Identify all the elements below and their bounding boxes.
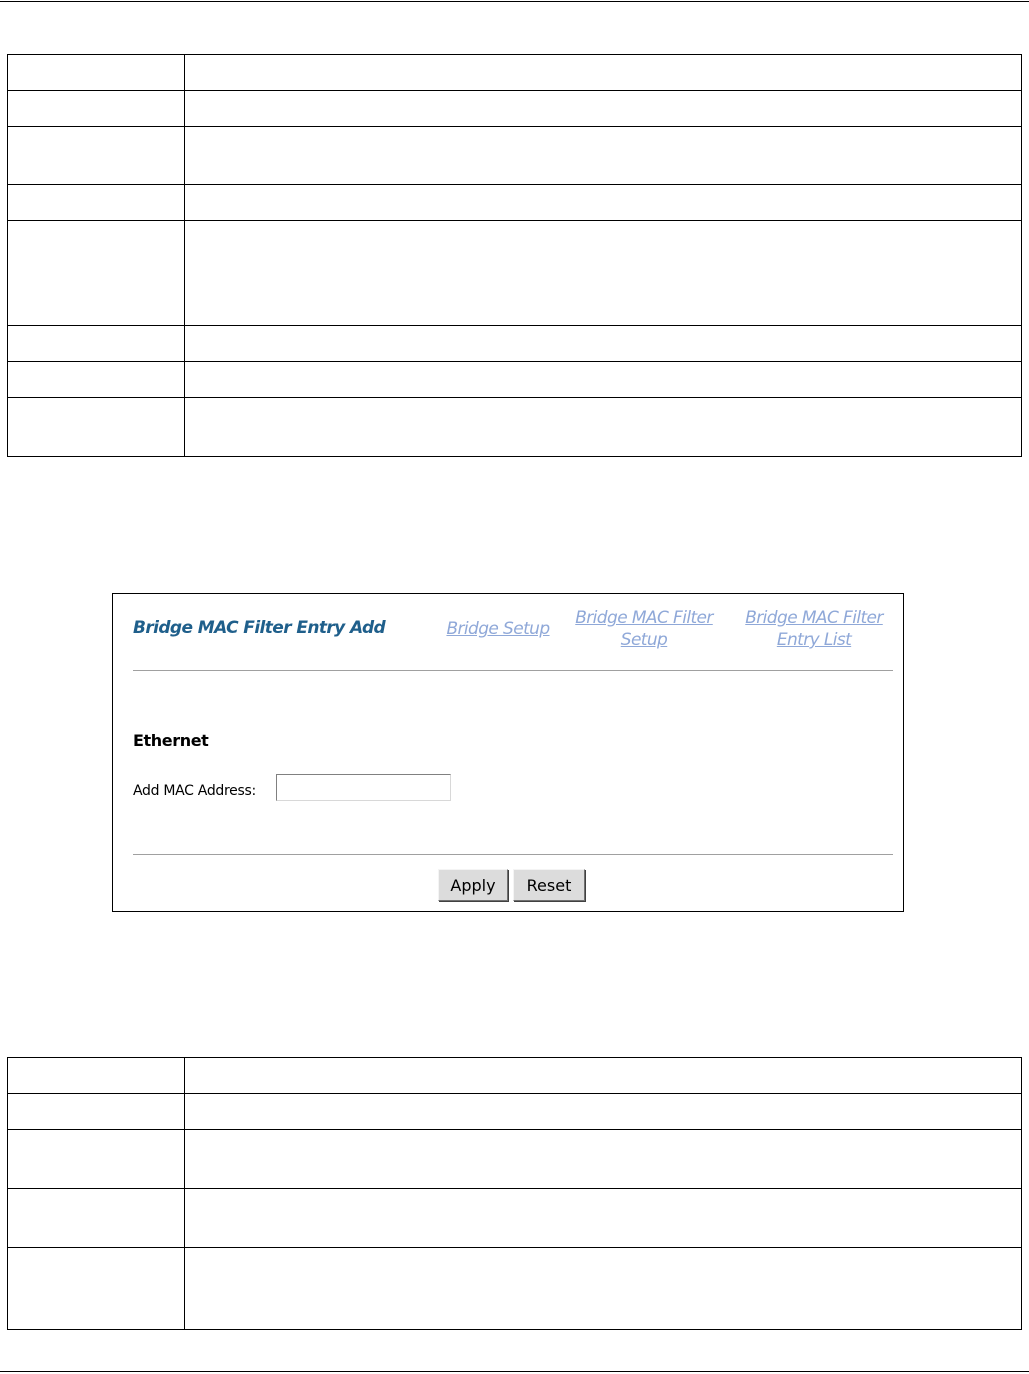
bridge-mac-filter-entry-list-link[interactable]: Bridge MAC Filter Entry List [745, 608, 883, 650]
divider [133, 670, 893, 672]
table-row [8, 1058, 1022, 1094]
bridge-mac-filter-entry-add-screen [112, 593, 904, 912]
table-row [8, 326, 1022, 362]
table-row [8, 127, 1022, 185]
bridge-mac-filter-setup-link[interactable]: Bridge MAC Filter Setup [575, 608, 713, 650]
table-row [8, 55, 1022, 91]
field-description-table-top [7, 54, 1022, 457]
table-row [8, 398, 1022, 457]
table-row [8, 185, 1022, 221]
page-top-rule [0, 1, 1029, 2]
table-row [8, 221, 1022, 326]
table-row [8, 362, 1022, 398]
table-row [8, 1130, 1022, 1189]
section-heading-ethernet: Ethernet [133, 731, 209, 750]
apply-button[interactable]: Apply [438, 869, 508, 901]
field-description-table-bottom [7, 1057, 1022, 1330]
add-mac-address-input[interactable] [276, 774, 451, 801]
divider [133, 854, 893, 856]
bridge-setup-link[interactable]: Bridge Setup [446, 619, 550, 639]
table-row [8, 1094, 1022, 1130]
table-row [8, 1248, 1022, 1330]
table-row [8, 91, 1022, 127]
add-mac-address-label: Add MAC Address: [133, 783, 256, 799]
page-bottom-rule [0, 1371, 1029, 1372]
reset-button[interactable]: Reset [513, 869, 585, 901]
table-row [8, 1189, 1022, 1248]
screen-title: Bridge MAC Filter Entry Add [133, 618, 386, 638]
